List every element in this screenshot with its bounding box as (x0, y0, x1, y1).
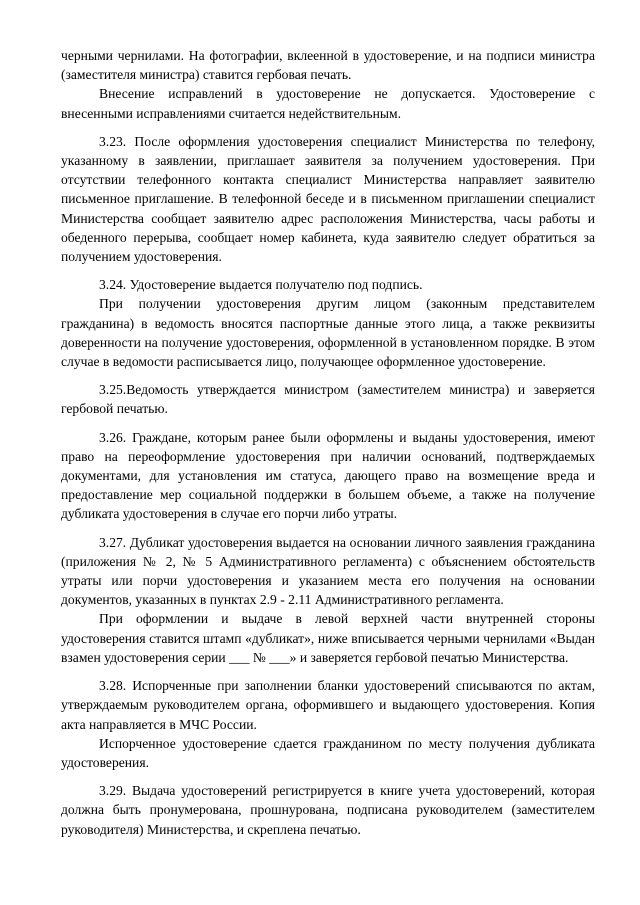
paragraph-photo-seal: черными чернилами. На фотографии, вклеенной в удостоверение, и на подписи министра (заместителя министра) ставится гербовая печать. (61, 48, 595, 83)
paragraph-3-25: 3.25.Ведомость утверждается министром (заместителем министра) и заверяется гербовой печатью. (61, 382, 595, 417)
paragraph-3-23: 3.23. После оформления удостоверения специалист Министерства по телефону, указанному в заявлении, приглашает заявителя за получением удостоверения. При отсутствии телефонного контакта специалист Министерства направляет заявителю письменное приглашение. В телефонной беседе и в письменном приглашении специалист Министерства сообщает заявителю адрес расположения Министерства, часы работы и обеденного перерыва, сообщает номер кабинета, куда заявителю следует обратиться за получением удостоверения. (61, 133, 595, 265)
paragraph-3-26: 3.26. Граждане, которым ранее были оформлены и выданы удостоверения, имеют право на переоформление удостоверения при наличии оснований, подтверждаемых документами, для установления им статуса, дающего право на возмещение вреда и предоставление мер социальной поддержки в большем объеме, а также на получение дубликата удостоверения в случае его порчи либо утраты. (61, 429, 595, 522)
document-page (61, 46, 595, 839)
paragraph-3-24: 3.24. Удостоверение выдается получателю под подпись. (99, 277, 423, 293)
paragraph-spoiled-certificate: Испорченное удостоверение сдается гражданином по месту получения дубликата удостоверения. (61, 735, 595, 770)
paragraph-no-corrections: Внесение исправлений в удостоверение не допускается. Удостоверение с внесенными исправлениями считается недействительным. (61, 86, 595, 121)
paragraph-3-28: 3.28. Испорченные при заполнении бланки удостоверений списываются по актам, утверждаемым руководителем органа, оформившего и выдающего удостоверения. Копия акта направляется в МЧС России. (61, 678, 595, 732)
paragraph-3-27: 3.27. Дубликат удостоверения выдается на основании личного заявления гражданина (приложения № 2, № 5 Административного регламента) с объяснением обстоятельств утраты или порчи удостоверения и указанием места его получения на основании документов, указанных в пунктах 2.9 - 2.11 Административного регламента. (61, 534, 595, 608)
paragraph-representative: При получении удостоверения другим лицом (законным представителем гражданина) в ведомость вносятся паспортные данные этого лица, а также реквизиты доверенности на получение удостоверения, оформленной в установленном порядке. В этом случае в ведомости расписывается лицо, получающее оформленное удостоверение. (61, 296, 595, 370)
paragraph-duplicate-stamp: При оформлении и выдаче в левой верхней части внутренней стороны удостоверения ставится штамп «дубликат», ниже вписывается черными чернилами «Выдан взамен удостоверения серии ___ № ___» и заверяется гербовой печатью Министерства. (61, 611, 595, 665)
paragraph-3-29: 3.29. Выдача удостоверений регистрируется в книге учета удостоверений, которая должна быть пронумерована, прошнурована, подписана руководителем (заместителем руководителя) Министерства, и скреплена печатью. (61, 783, 595, 837)
